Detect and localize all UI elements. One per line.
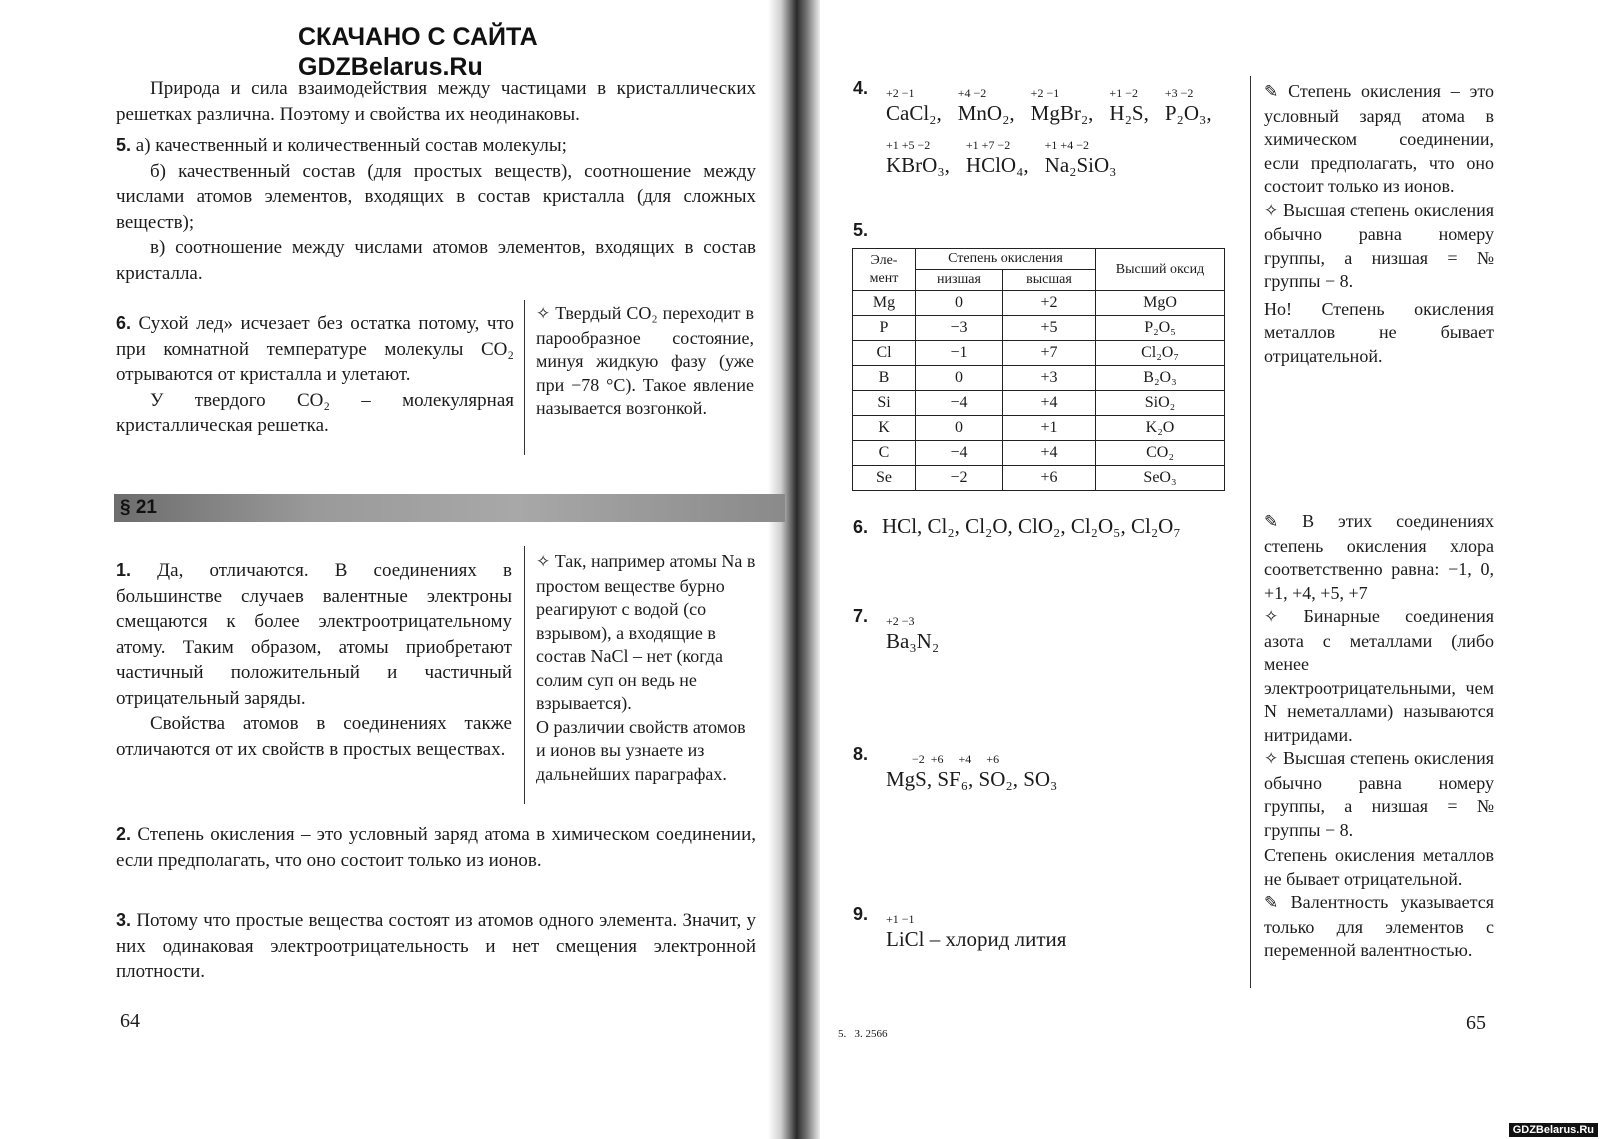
formula-item xyxy=(1165,86,1212,126)
cell-element: P xyxy=(853,316,916,341)
answer-7-number: 7. xyxy=(853,606,869,626)
cell-high: +4 xyxy=(1003,391,1096,416)
answer-9 xyxy=(886,912,1066,952)
header-high: высшая xyxy=(1003,270,1096,291)
answer-6-right-number: 6. xyxy=(853,517,869,537)
answer-5-b: б) качественный состав (для простых веществ), соотношение между числами атомов элементов, входящих в состав кристалла (для сложных веществ); xyxy=(116,160,756,233)
intro-paragraph: Природа и сила взаимодействия между частицами в кристаллических решетках различна. Поэтому и свойства их неодинаковы. xyxy=(116,78,756,125)
star-icon: ✧ xyxy=(1264,749,1279,769)
formula: Na₂SiO₃ xyxy=(1044,153,1117,177)
section-header xyxy=(114,494,785,522)
page-number-right: 65 xyxy=(1466,1012,1486,1034)
oxidation-states: +1 +4 −2 xyxy=(1044,138,1089,152)
table-row xyxy=(853,391,1225,416)
header-element-2: мент xyxy=(869,270,899,286)
section-answer-1-p2: Свойства атомов в соединениях также отличаются от их свойств в простых веществах. xyxy=(116,713,512,760)
header-oxide: Высший оксид xyxy=(1096,249,1225,291)
book-spine xyxy=(768,0,820,1139)
answer-8 xyxy=(886,752,1057,792)
section-answer-1 xyxy=(116,558,512,762)
cell-element: Se xyxy=(853,466,916,491)
oxidation-states: +2 −3 xyxy=(886,614,915,628)
formula: Ba₃N₂ xyxy=(886,629,940,653)
cell-low: −4 xyxy=(916,441,1003,466)
cell-low: −3 xyxy=(916,316,1003,341)
formula: MnO₂, xyxy=(957,101,1015,125)
right-notes-bottom xyxy=(1264,510,1494,963)
section-answer-3 xyxy=(116,908,756,985)
note-1 xyxy=(536,550,756,786)
oxidation-states: +2 −1 xyxy=(886,86,915,100)
header-low: низшая xyxy=(916,270,1003,291)
cell-element: Mg xyxy=(853,291,916,316)
cell-oxide: P₂O₅ xyxy=(1096,316,1225,341)
section-answer-1-p1: Да, отличаются. В соединениях в большинстве случаев валентные электроны смещаются к более электроотрицательному атому. Таким образом, атомы приобретают частичный положительный и частичный отрицательный заряды. xyxy=(116,560,513,709)
cell-low: −4 xyxy=(916,391,1003,416)
formula: KBrO₃, xyxy=(886,153,950,177)
cell-element: K xyxy=(853,416,916,441)
formula: CaCl₂, xyxy=(886,101,942,125)
answer-4-row-2 xyxy=(886,138,1116,178)
cell-low: −1 xyxy=(916,341,1003,366)
cell-high: +2 xyxy=(1003,291,1096,316)
oxidation-table xyxy=(852,248,1225,491)
cell-low: −2 xyxy=(916,466,1003,491)
cell-high: +5 xyxy=(1003,316,1096,341)
note-metals-2: Степень окисления металлов не бывает отрицательной. xyxy=(1264,845,1494,889)
answer-6-right xyxy=(853,514,1181,539)
note-oxidation-definition: Степень окисления – это условный заряд атома в химическом соединении, если предполагать, что оно состоит только из ионов. xyxy=(1264,81,1495,196)
section-answer-2-number: 2. xyxy=(116,824,132,844)
formula: LiCl – хлорид лития xyxy=(886,927,1067,951)
banner-line2: GDZBelarus.Ru xyxy=(298,53,483,81)
answer-6-p1: Сухой лед» исчезает без остатка потому, что при комнатной температуре молекулы CO₂ отрываются от кристалла и улетают. xyxy=(116,313,514,385)
oxidation-states: +1 +5 −2 xyxy=(886,138,931,152)
section-answer-1-number: 1. xyxy=(116,560,132,580)
oxidation-states: +3 −2 xyxy=(1164,86,1194,100)
formula-item xyxy=(1109,86,1148,126)
note-chlorine: В этих соединениях степень окисления хлора соответственно равна: −1, 0, +1, +4, +5, +7 xyxy=(1264,511,1495,603)
oxidation-states: +4 −2 xyxy=(957,86,987,100)
watermark: GDZBelarus.Ru xyxy=(1509,1123,1598,1137)
print-footer: 5. З. 2566 xyxy=(838,1028,888,1040)
cell-oxide: SeO₃ xyxy=(1096,466,1225,491)
formula-item xyxy=(958,86,1015,126)
section-answer-3-text: Потому что простые вещества состоят из атомов одного элемента. Значит, у них одинаковая электроотрицательность и нет смещения электронной плотности. xyxy=(116,910,756,982)
page-number-left: 64 xyxy=(120,1010,140,1032)
note-highest-oxidation-2: Высшая степень окисления обычно равна номеру группы, а низшая = № группы − 8. xyxy=(1264,748,1494,840)
cell-oxide: B₂O₃ xyxy=(1096,366,1225,391)
note-highest-oxidation: Высшая степень окисления обычно равна номеру группы, а низшая = № группы − 8. xyxy=(1264,199,1494,291)
answer-7 xyxy=(886,614,939,654)
note-metals: Но! Степень окисления металлов не бывает отрицательной. xyxy=(1264,298,1494,366)
divider-6 xyxy=(524,300,525,455)
cell-oxide: SiO₂ xyxy=(1096,391,1225,416)
answer-5 xyxy=(116,133,756,286)
answer-5-a: а) качественный и количественный состав молекулы; xyxy=(135,135,567,156)
oxidation-states: +1 −2 xyxy=(1109,86,1138,100)
download-banner xyxy=(298,22,538,82)
note-1-text-2: О различии свойств атомов и ионов вы узнаете из дальнейших параграфах. xyxy=(536,716,746,784)
section-answer-2-text: Степень окисления – это условный заряд атома в химическом соединении, если предполагать, что оно состоит только из ионов. xyxy=(116,824,757,871)
header-element-1: Эле- xyxy=(870,252,898,268)
answer-8-number: 8. xyxy=(853,744,869,764)
table-row xyxy=(853,316,1225,341)
cell-element: C xyxy=(853,441,916,466)
cell-low: 0 xyxy=(916,366,1003,391)
table-row xyxy=(853,341,1225,366)
oxidation-states: +1 +7 −2 xyxy=(965,138,1011,152)
oxidation-states: +1 −1 xyxy=(886,912,915,926)
table-row xyxy=(853,291,1225,316)
table-row xyxy=(853,466,1225,491)
cell-oxide: K₂O xyxy=(1096,416,1225,441)
cell-high: +3 xyxy=(1003,366,1096,391)
formula-item xyxy=(886,138,950,178)
cell-high: +4 xyxy=(1003,441,1096,466)
answer-6 xyxy=(116,311,514,439)
right-margin-divider xyxy=(1250,76,1251,988)
cell-low: 0 xyxy=(916,416,1003,441)
answer-6-p2: У твердого CO₂ – молекулярная кристаллическая решетка. xyxy=(116,389,514,436)
table-row xyxy=(853,441,1225,466)
answer-4-row-1 xyxy=(886,86,1212,126)
header-oxidation: Степень окисления xyxy=(916,249,1096,270)
note-nitrides: Бинарные соединения азота с металлами (либо менее электроотрицательными, чем N неметаллами) называются нитридами. xyxy=(1264,606,1494,745)
oxidation-states: −2 +6 +4 +6 xyxy=(912,752,1000,766)
pencil-icon: ✎ xyxy=(1264,82,1279,102)
star-icon: ✧ xyxy=(1264,200,1279,221)
banner-line1: СКАЧАНО С САЙТА xyxy=(298,23,538,51)
formula: H₂S, xyxy=(1109,101,1149,125)
pencil-icon: ✎ xyxy=(1264,893,1279,913)
cell-high: +6 xyxy=(1003,466,1096,491)
answer-5-c: в) соотношение между числами атомов элементов, входящих в состав кристалла. xyxy=(116,237,756,284)
formula: P₂O₃, xyxy=(1164,101,1212,125)
cell-oxide: CO₂ xyxy=(1096,441,1225,466)
star-icon: ✧ xyxy=(536,552,551,572)
star-icon: ✧ xyxy=(536,304,551,324)
oxidation-states: +2 −1 xyxy=(1030,86,1060,100)
divider-1 xyxy=(524,546,525,804)
right-notes-top xyxy=(1264,80,1494,368)
cell-oxide: MgO xyxy=(1096,291,1225,316)
note-6 xyxy=(536,302,754,421)
answer-6-right-text: HCl, Cl₂, Cl₂O, ClO₂, Cl₂O₅, Cl₂O₇ xyxy=(882,514,1181,538)
cell-oxide: Cl₂O₇ xyxy=(1096,341,1225,366)
cell-element: Si xyxy=(853,391,916,416)
note-valence: Валентность указывается только для элементов с переменной валентностью. xyxy=(1264,892,1494,960)
cell-low: 0 xyxy=(916,291,1003,316)
formula: MgBr₂, xyxy=(1030,101,1094,125)
cell-element: B xyxy=(853,366,916,391)
table-row xyxy=(853,366,1225,391)
answer-4-number: 4. xyxy=(853,78,869,98)
star-icon: ✧ xyxy=(1264,607,1279,627)
note-1-text: Так, например атомы Na в простом веществе бурно реагируют с водой (со взрывом), а входящие в состав NaCl – нет (когда солим суп он ведь не взрывается). xyxy=(536,551,756,713)
formula: MgS, SF₆, SO₂, SO₃ xyxy=(886,767,1058,791)
pencil-icon: ✎ xyxy=(1264,512,1279,532)
note-6-text: Твердый CO₂ переходит в парообразное состояние, минуя жидкую фазу (уже при −78 °C). Такое явление называется возгонкой. xyxy=(536,303,754,418)
formula-item xyxy=(886,86,942,126)
cell-high: +1 xyxy=(1003,416,1096,441)
formula-item xyxy=(966,138,1029,178)
answer-6-number: 6. xyxy=(116,313,132,333)
answer-9-number: 9. xyxy=(853,904,869,924)
section-title: § 21 xyxy=(120,497,157,518)
formula-item xyxy=(1031,86,1094,126)
cell-high: +7 xyxy=(1003,341,1096,366)
section-answer-3-number: 3. xyxy=(116,910,132,930)
cell-element: Cl xyxy=(853,341,916,366)
answer-5-number: 5. xyxy=(116,135,132,155)
table-row xyxy=(853,416,1225,441)
formula-item xyxy=(1045,138,1117,178)
formula: HClO₄, xyxy=(965,153,1029,177)
section-answer-2 xyxy=(116,822,756,873)
answer-5-number-right: 5. xyxy=(853,220,869,240)
header-element xyxy=(853,249,916,291)
